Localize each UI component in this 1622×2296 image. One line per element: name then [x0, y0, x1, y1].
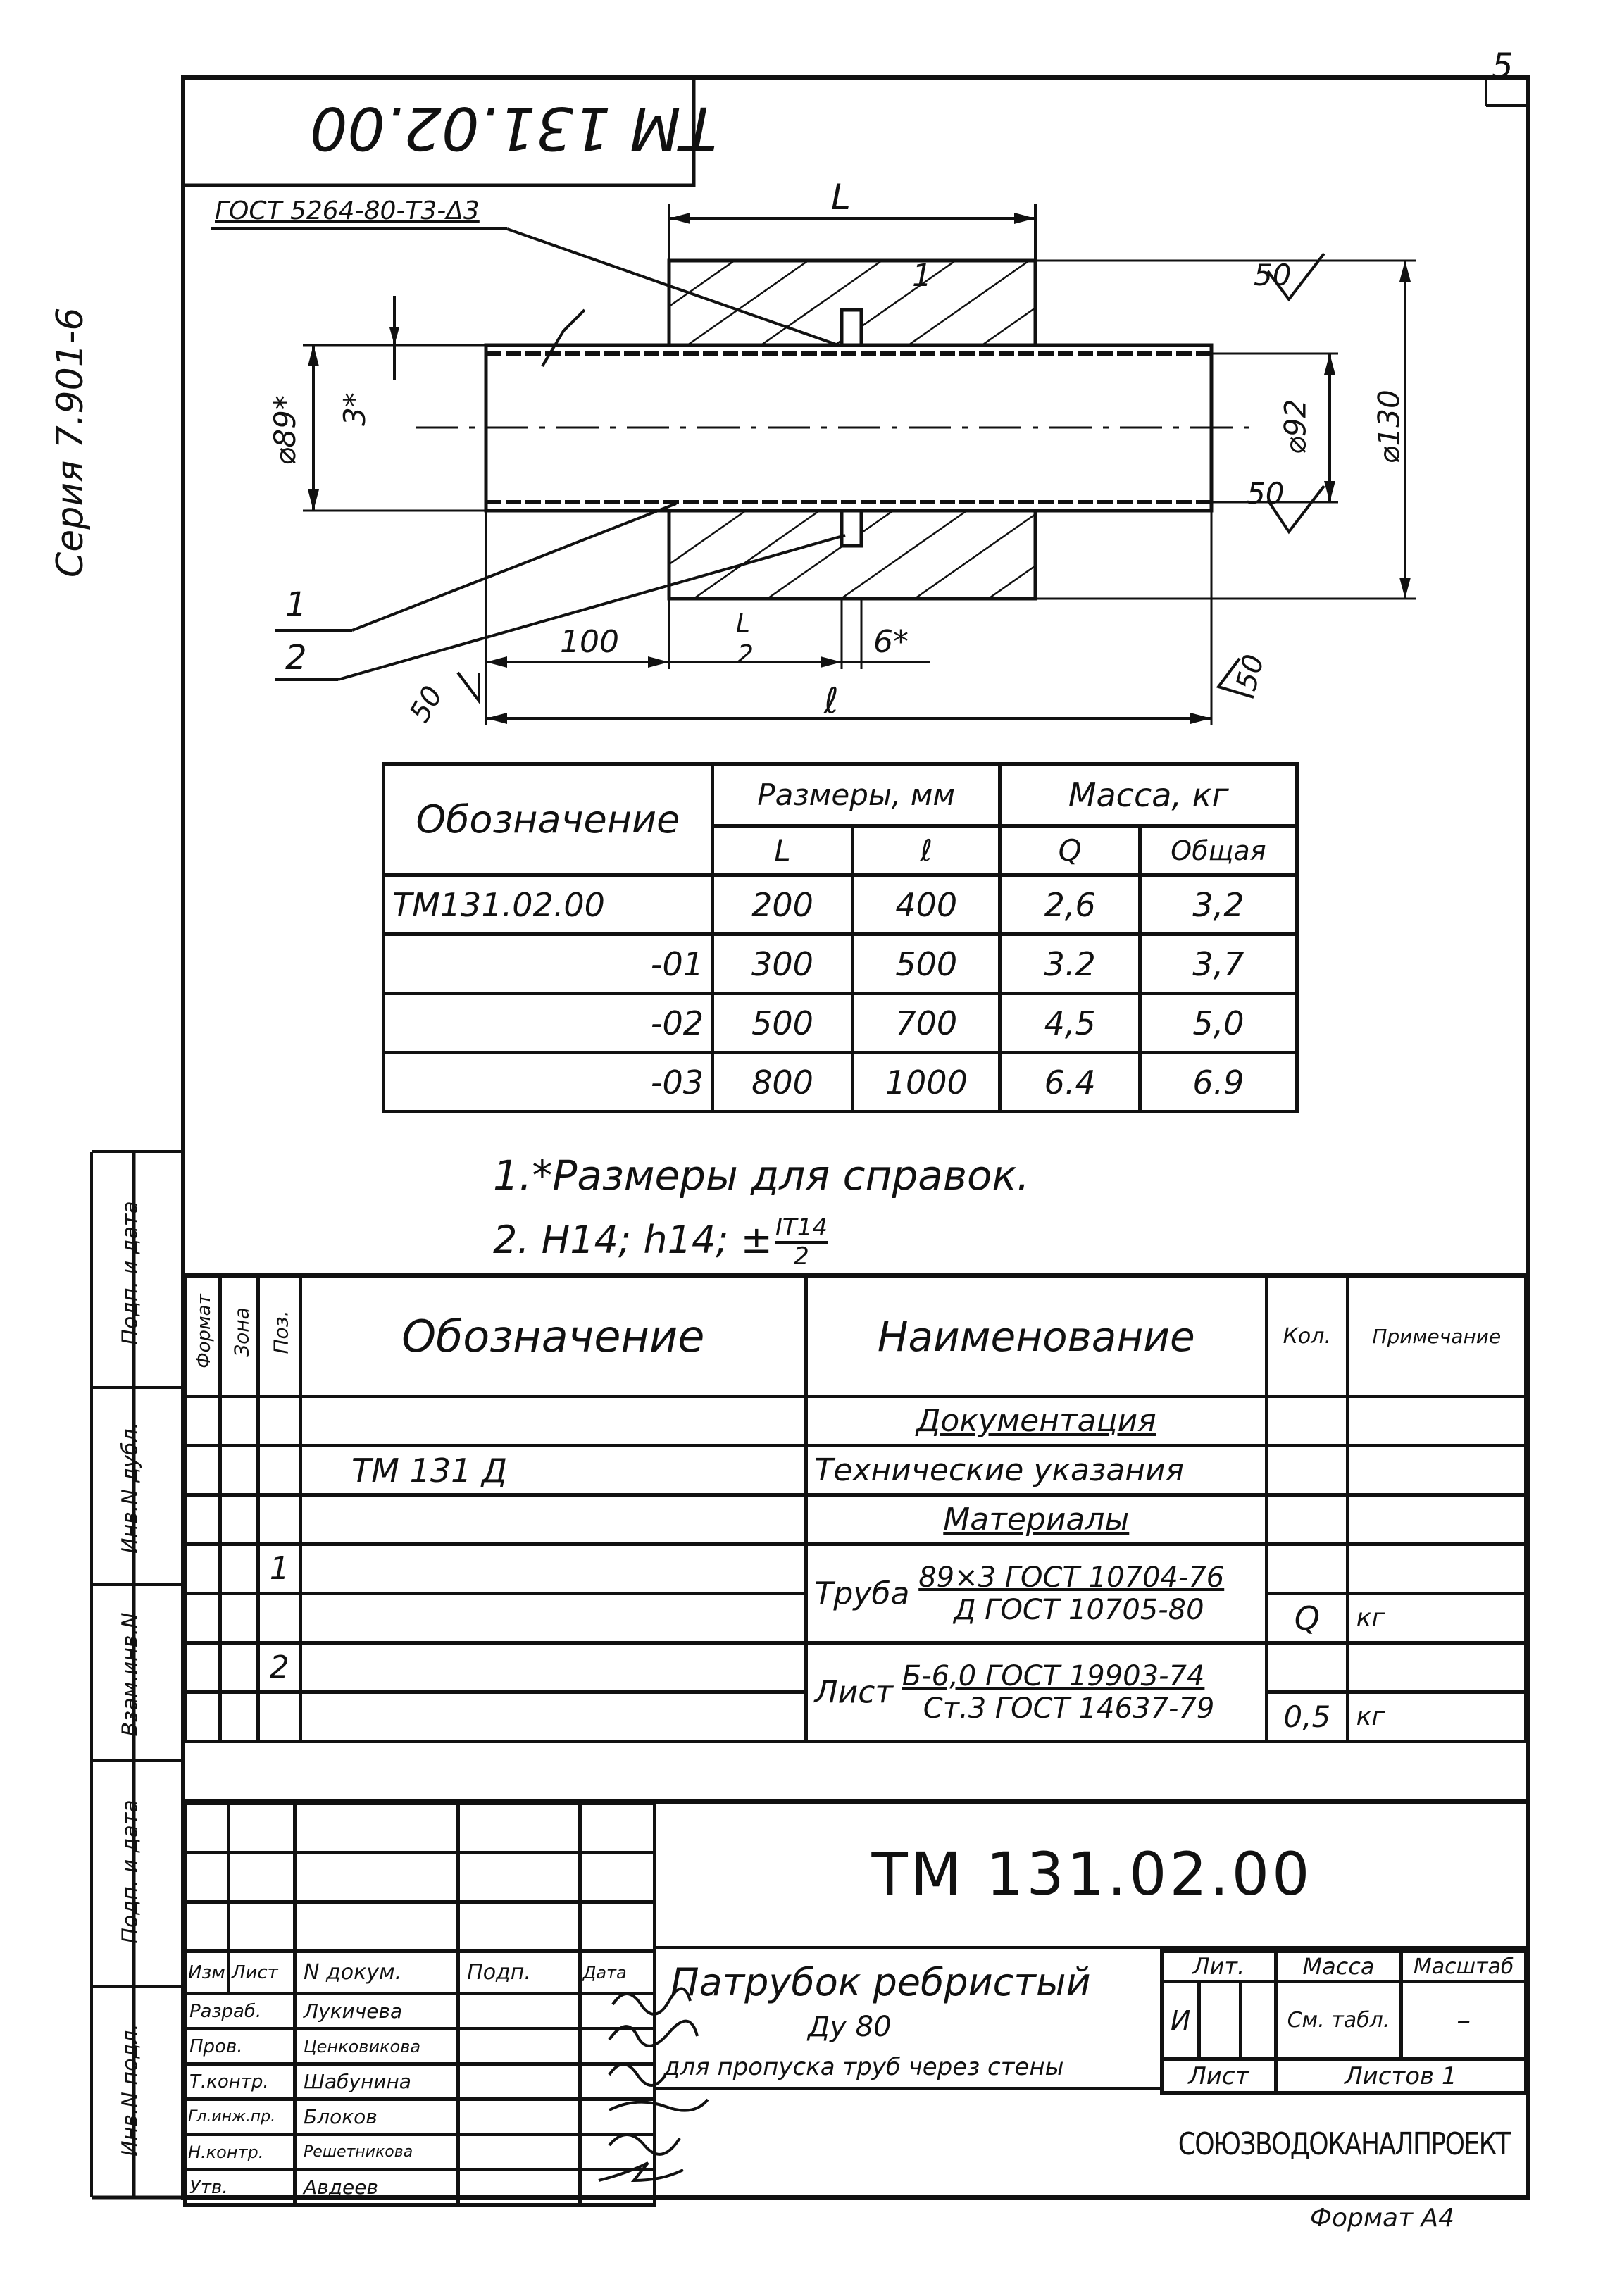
- row-designation: ТМ131.02.00: [384, 875, 713, 935]
- signature-5: [609, 2135, 680, 2154]
- dim-3: 3*: [337, 392, 372, 426]
- row-Q: 6.4: [1000, 1053, 1140, 1112]
- pos-2-leader: 2: [285, 638, 307, 678]
- signature-4: [609, 2100, 708, 2111]
- side-vzam-inv: Взам.инв.N: [118, 1612, 143, 1737]
- title-block-right: [1160, 1949, 1528, 2095]
- item1-line1: 89×3 ГОСТ 10704-76: [918, 1561, 1225, 1594]
- rough-top-right: 50: [1254, 258, 1292, 292]
- row-l: 1000: [853, 1053, 1000, 1112]
- col-l: ℓ: [853, 826, 1000, 875]
- row-l: 400: [853, 875, 1000, 935]
- h-designation: Обозначение: [301, 1277, 806, 1397]
- row-total: 3,7: [1140, 935, 1297, 994]
- side-podp-data-2: Подп. и дата: [118, 1201, 143, 1345]
- col-L: L: [712, 826, 852, 875]
- role: Т.контр.: [185, 2064, 295, 2100]
- h-change: Изм: [185, 1952, 229, 1994]
- dim-l: ℓ: [824, 680, 839, 721]
- row-Q: 2,6: [1000, 875, 1140, 935]
- item2-word: Лист: [814, 1674, 894, 1710]
- h-pos: Поз.: [269, 1310, 293, 1354]
- h-sign: Подп.: [458, 1952, 580, 1994]
- series-label: Серия 7.901-6: [49, 307, 92, 578]
- h-lit: Лит.: [1162, 1952, 1276, 1982]
- h-name: Наименование: [806, 1277, 1267, 1397]
- person-name: Шабунина: [295, 2064, 458, 2100]
- organization: СОЮЗВОДОКАНАЛПРОЕКТ: [1178, 2126, 1510, 2162]
- item1-unit: кг: [1347, 1594, 1526, 1643]
- dim-6: 6*: [873, 624, 909, 660]
- sheet-label: Лист: [1162, 2059, 1276, 2093]
- row-total: 5,0: [1140, 994, 1297, 1053]
- row-designation: -02: [384, 994, 713, 1053]
- h-scale: Масштаб: [1402, 1952, 1526, 1982]
- item2-qty: 0,5: [1267, 1692, 1348, 1742]
- title-code: ТМ 131.02.00: [871, 1839, 1313, 1909]
- rough-bottom-left: 50: [403, 680, 450, 728]
- sheets-label: Листов 1: [1275, 2059, 1526, 2093]
- side-inv-podl: Инв.N подл.: [118, 2023, 143, 2157]
- doc-designation: ТМ 131 Д: [301, 1446, 806, 1495]
- title-line1: Патрубок ребристый: [670, 1960, 1091, 2004]
- rough-mid-right: 50: [1247, 476, 1285, 511]
- row-L: 200: [712, 875, 852, 935]
- sheet-number: 5: [1492, 46, 1514, 86]
- person-name: Решетникова: [295, 2135, 458, 2170]
- dim-92: ⌀92: [1278, 399, 1313, 455]
- title-name-cell: [656, 1949, 1164, 2090]
- pos-1-leader: 1: [285, 585, 307, 625]
- row-total: 3,2: [1140, 875, 1297, 935]
- side-podp-data-1: Подп. и дата: [118, 1799, 143, 1944]
- h-doc: N докум.: [295, 1952, 458, 1994]
- person-name: Лукичева: [295, 1994, 458, 2029]
- h-date: Дата: [580, 1952, 654, 1994]
- h-note: Примечание: [1347, 1277, 1526, 1397]
- person-name: Блоков: [295, 2100, 458, 2135]
- title-line3: для пропуска труб через стены: [663, 2053, 1064, 2081]
- row-l: 700: [853, 994, 1000, 1053]
- item1-line2: Д ГОСТ 10705-80: [954, 1593, 1204, 1626]
- row-l: 500: [853, 935, 1000, 994]
- row-L: 800: [712, 1053, 852, 1112]
- person-name: Ценковикова: [295, 2029, 458, 2064]
- title-line2: Ду 80: [808, 2011, 892, 2043]
- role: Н.контр.: [185, 2135, 295, 2170]
- row-L: 500: [712, 994, 852, 1053]
- item1-qty: Q: [1267, 1594, 1348, 1643]
- item1-word: Труба: [814, 1576, 910, 1611]
- col-mass-header: Масса, кг: [1000, 764, 1297, 826]
- dim-89: ⌀89*: [267, 395, 302, 466]
- row-L: 300: [712, 935, 852, 994]
- h-sheet: Лист: [228, 1952, 294, 1994]
- person-name: Авдеев: [295, 2170, 458, 2205]
- dim-130: ⌀130: [1371, 389, 1406, 464]
- section-docs: Документация: [806, 1397, 1267, 1446]
- dim-half-L-num: L: [736, 609, 751, 638]
- note-2-den: 2: [794, 1242, 809, 1271]
- col-Q: Q: [1000, 826, 1140, 875]
- organization-cell: [1160, 2090, 1528, 2197]
- rough-bottom-right: 50: [1230, 651, 1271, 694]
- section-materials: Материалы: [806, 1495, 1267, 1545]
- h-mass: Масса: [1275, 1952, 1402, 1982]
- mass-value: См. табл.: [1275, 1982, 1402, 2059]
- note-2-num: IT14: [775, 1215, 828, 1244]
- lit-value: И: [1162, 1982, 1199, 2059]
- item1-pos: 1: [258, 1545, 301, 1594]
- scale-value: –: [1402, 1982, 1526, 2059]
- dim-half-L-den: 2: [737, 640, 754, 669]
- h-qty: Кол.: [1267, 1277, 1348, 1397]
- doc-name: Технические указания: [806, 1446, 1267, 1495]
- row-Q: 3.2: [1000, 935, 1140, 994]
- h-zone: Зона: [230, 1307, 254, 1357]
- side-inv-dubl: Инв.N дубл.: [118, 1422, 143, 1554]
- role: Пров.: [185, 2029, 295, 2064]
- dim-L: L: [831, 177, 851, 218]
- col-designation-header: Обозначение: [384, 764, 713, 875]
- note-1: 1.*Размеры для справок.: [493, 1152, 1030, 1199]
- item2-line2: Ст.3 ГОСТ 14637-79: [923, 1692, 1215, 1725]
- row-designation: -01: [384, 935, 713, 994]
- item2-unit: кг: [1347, 1692, 1526, 1742]
- row-total: 6.9: [1140, 1053, 1297, 1112]
- col-sizes-header: Размеры, мм: [712, 764, 999, 826]
- pos-1-top: 1: [912, 258, 932, 294]
- weld-note: ГОСТ 5264-80-Т3-Δ3: [215, 196, 480, 225]
- col-total: Общая: [1140, 826, 1297, 875]
- item2-line1: Б-6,0 ГОСТ 19903-74: [902, 1659, 1205, 1692]
- format-label: Формат А4: [1310, 2204, 1455, 2233]
- role: Гл.инж.пр.: [185, 2100, 295, 2135]
- dim-100: 100: [560, 624, 619, 660]
- drawing-code-upside-down: ТМ 131.02.00: [310, 94, 717, 163]
- row-Q: 4,5: [1000, 994, 1140, 1053]
- role: Разраб.: [185, 1994, 295, 2029]
- note-2-text: 2. H14; h14; ±: [493, 1218, 773, 1263]
- title-code-cell: [656, 1802, 1528, 1949]
- h-format: Формат: [194, 1294, 215, 1368]
- role: Утв.: [185, 2170, 295, 2205]
- signature-6: [599, 2163, 683, 2180]
- row-designation: -03: [384, 1053, 713, 1112]
- item2-pos: 2: [258, 1643, 301, 1692]
